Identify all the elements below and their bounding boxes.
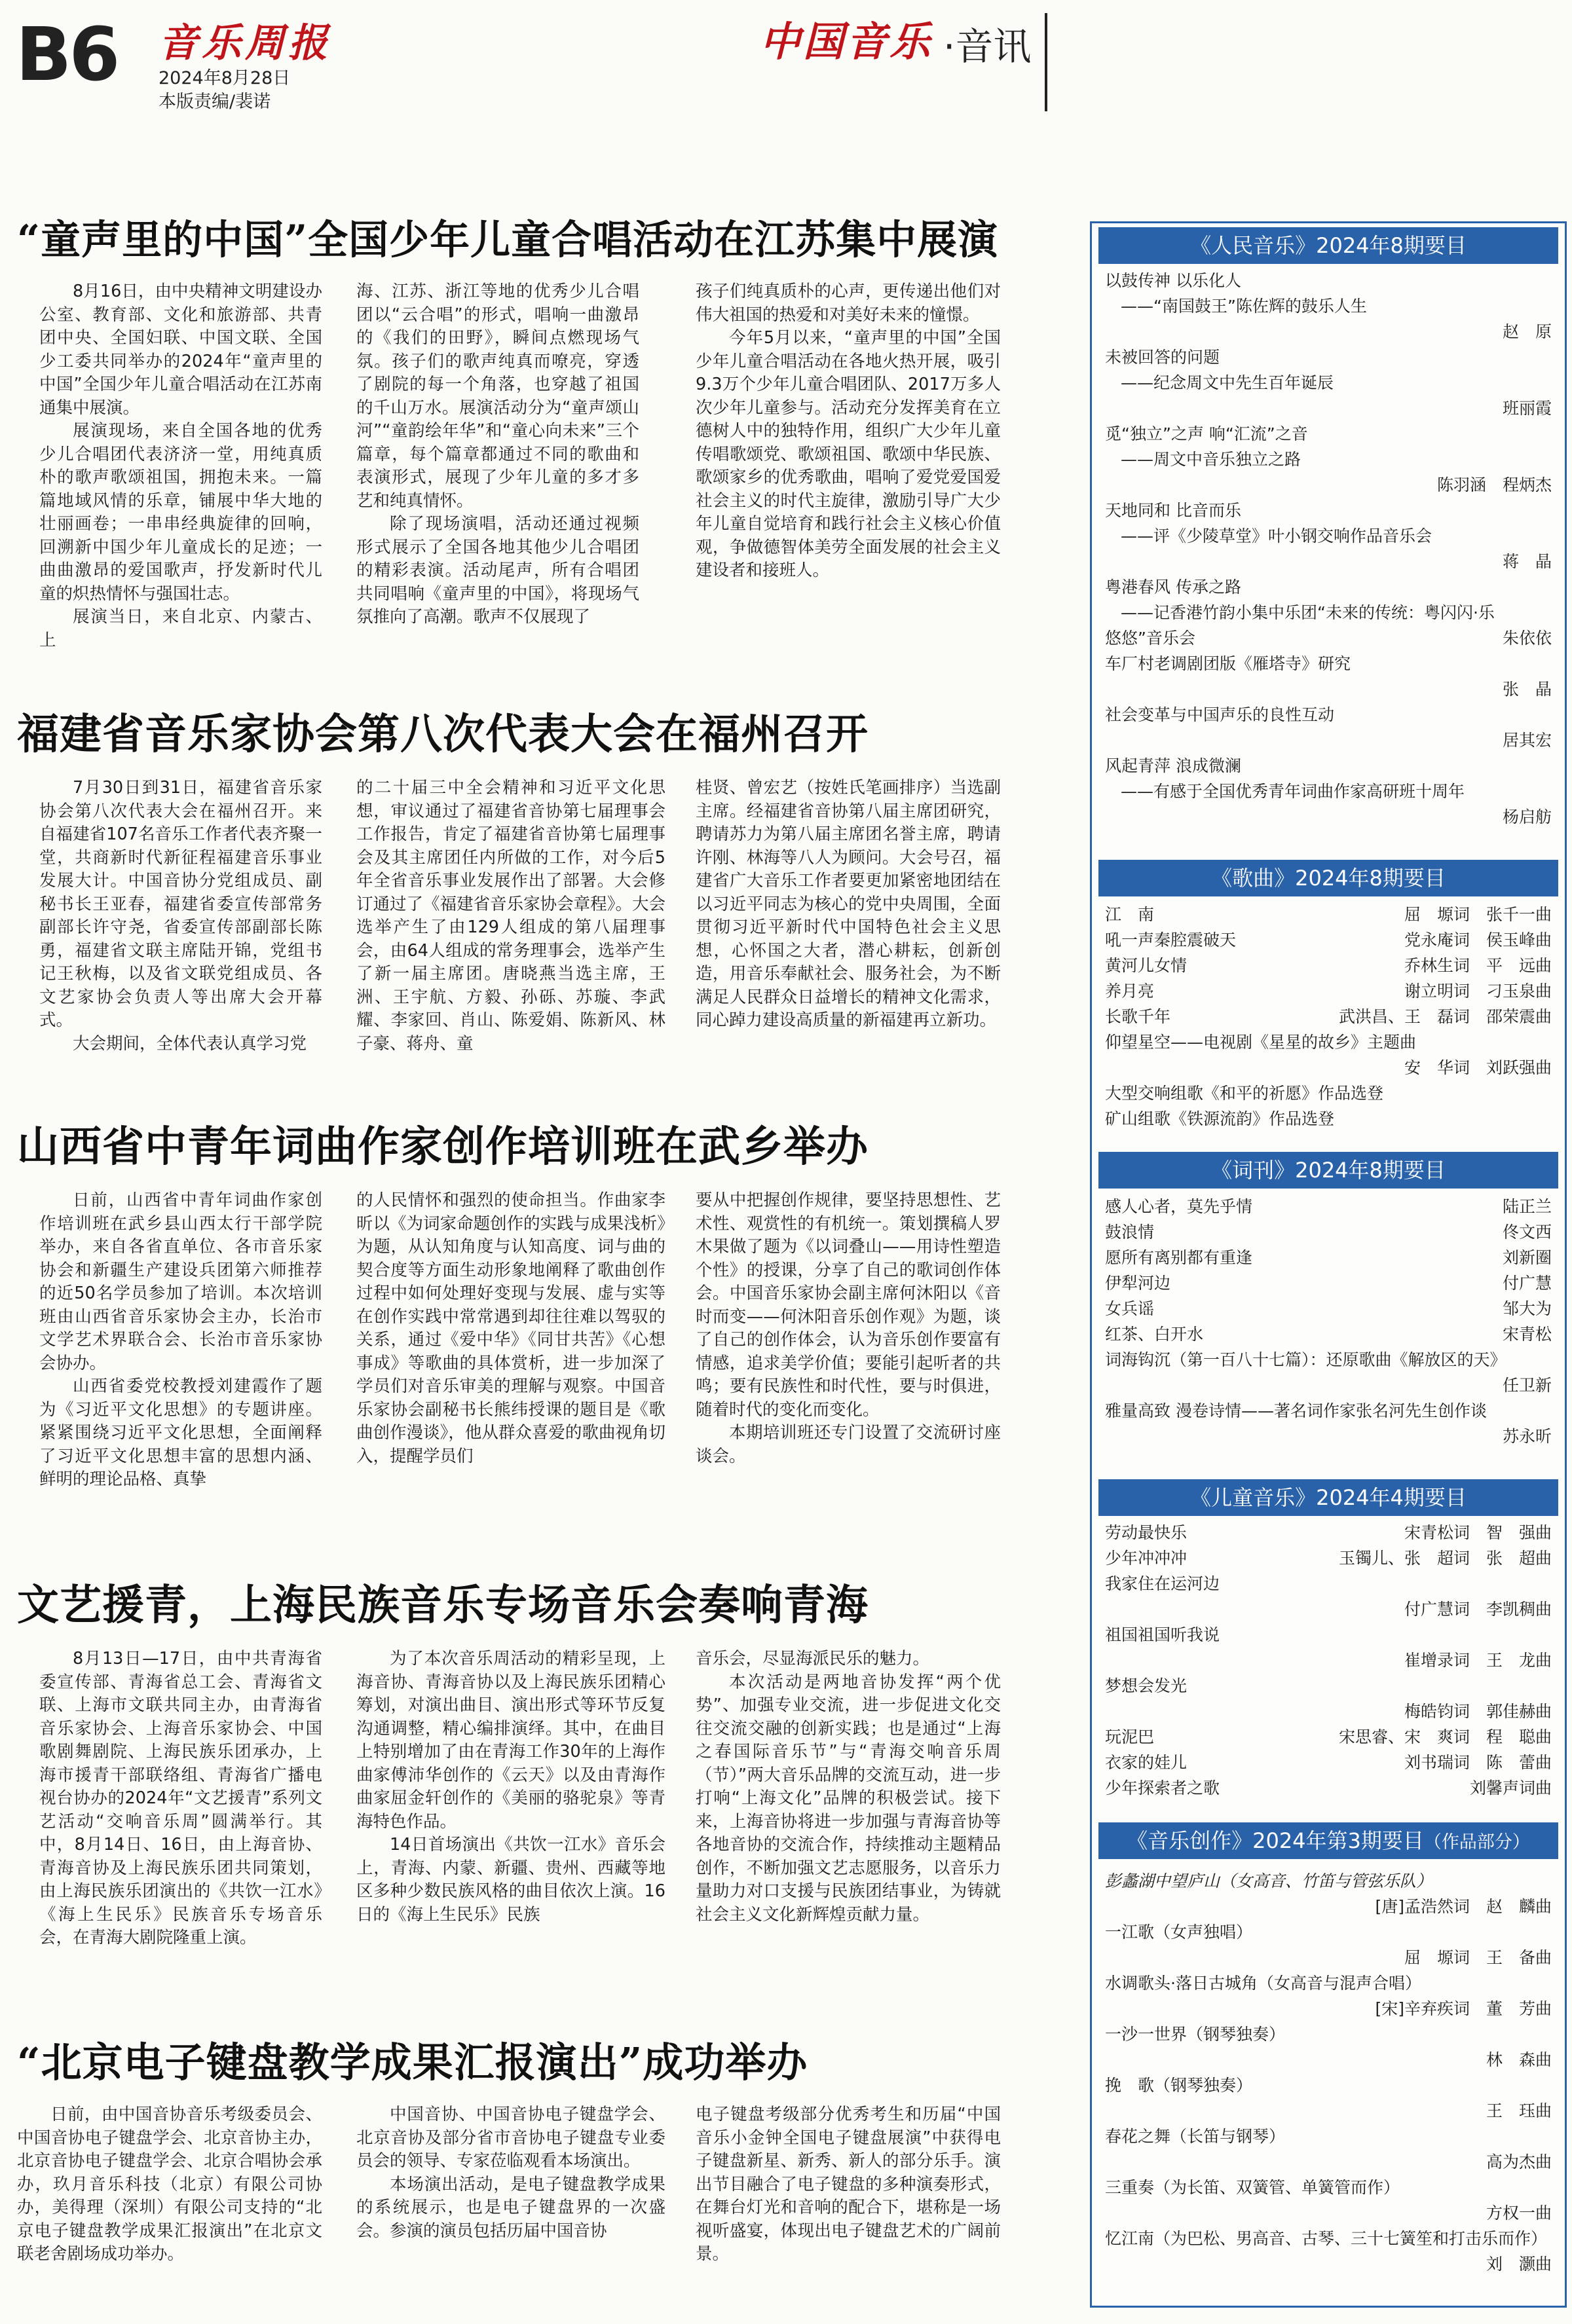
contents-entry <box>1105 676 1552 702</box>
entry-title: 矿山组歌《铁源流韵》作品选登 <box>1105 1109 1335 1128</box>
entry-author: 陆正兰 <box>1502 1197 1552 1216</box>
entry-title: 江 南 <box>1105 905 1155 924</box>
entry-title: 三重奏（为长笛、双簧管、单簧管而作） <box>1105 2178 1400 2197</box>
article-column: 8月16日，由中央精神文明建设办公室、教育部、文化和旅游部、共青团中央、全国妇联、中国文联、全国少工委共同举办的2024年“童声里的中国”全国少年儿童合唱活动在江苏南通集中展演。 展演现场，来自全国各地的优秀少儿合唱团代表济济一堂，用纯真质朴的歌声歌颂祖国，拥抱未来。一篇篇地域风情的乐章，铺展中华大地的壮丽画卷；一串串经典旋律的回响，回溯新中国少年儿童成长的足迹；一曲曲激昂的爱国歌声，抒发新时代儿童的炽热情怀与强国壮志。 展演当日，来自北京、内蒙古、上 <box>39 282 322 650</box>
entry-author: 乔林生词 平 远曲 <box>1404 956 1552 975</box>
article-column: 桂贤、曾宏艺（按姓氏笔画排序）当选副主席。经福建省音协第八届主席团研究，聘请苏力为第八届主席团名誉主席，聘请许刚、林海等八人为顾问。大会号召，福建省广大音乐工作者要更加紧密地团结在以习近平同志为核心的党中央周围，全面贯彻习近平新时代中国特色社会主义思想，心怀国之大者，潜心耕耘，创新创造，用音乐奉献社会、服务社会，为不断满足人民群众日益增长的精神文化需求，同心踔力建设高质量的新福建再立新功。 <box>696 778 1001 1030</box>
entry-title: 雅量高致 漫卷诗情——著名词作家张名河先生创作谈 <box>1105 1401 1487 1420</box>
article-column: 日前，由中国音协音乐考级委员会、中国音协电子键盘学会、北京音协主办，北京音协电子键盘学会、北京合唱协会承办，玖月音乐科技（北京）有限公司协办，美得理（深圳）有限公司支持的“北京电子键盘教学成果汇报演出”在北京文联老舍剧场成功举办。 <box>17 2105 322 2264</box>
entry-author: 张 晶 <box>1502 680 1552 699</box>
contents-entry <box>1105 651 1552 676</box>
entry-title: 挽 歌（钢琴独奏） <box>1105 2076 1253 2095</box>
entry-author: 谢立明词 刁玉泉曲 <box>1404 982 1552 1001</box>
contents-entry <box>1105 447 1552 472</box>
contents-list <box>1105 268 1552 830</box>
article-headline: “童声里的中国”全国少年儿童合唱活动在江苏集中展演 <box>17 217 999 263</box>
entry-title: 词海钩沉（第一百八十七篇）：还原歌曲《解放区的天》 <box>1105 1350 1506 1369</box>
contents-entry <box>1105 472 1552 498</box>
entry-title: 仰望星空——电视剧《星星的故乡》主题曲 <box>1105 1033 1417 1052</box>
contents-entry <box>1105 2175 1552 2200</box>
contents-entry <box>1105 396 1552 421</box>
contents-entry <box>1105 927 1552 953</box>
contents-entry <box>1105 1996 1552 2021</box>
entry-title: 水调歌头·落日古城角（女高音与混声合唱） <box>1105 1974 1421 1993</box>
entry-title: ——有感于全国优秀青年词曲作家高研班十周年 <box>1121 782 1465 801</box>
section-title-text: 《人民音乐》2024年8期要目 <box>1190 233 1467 258</box>
entry-title: 祖国祖国听我说 <box>1105 1625 1220 1644</box>
entry-title: 衣家的娃儿 <box>1105 1753 1188 1772</box>
contents-entry <box>1105 2073 1552 2098</box>
contents-entry <box>1105 1106 1552 1132</box>
article-column: 中国音协、中国音协电子键盘学会、北京音协及部分省市音协电子键盘专业委员会的领导、专家莅临观看本场演出。 本场演出活动，是电子键盘教学成果的系统展示，也是电子键盘界的一次盛会。参演的演员包括历届中国音协 <box>356 2105 665 2241</box>
contents-entry <box>1105 1699 1552 1724</box>
contents-entry <box>1105 1622 1552 1648</box>
contents-entry <box>1105 523 1552 549</box>
section-title-text: 《音乐创作》2024年第3期要目 <box>1127 1828 1424 1853</box>
article-headline: 福建省音乐家协会第八次代表大会在福州召开 <box>17 710 869 759</box>
article-column: 7月30日到31日，福建省音乐家协会第八次代表大会在福州召开。来自福建省107名音乐工作者代表齐聚一堂，共商新时代新征程福建音乐事业发展大计。中国音协分党组成员、副秘书长王亚春，福建省委宣传部常务副部长许守尧，省委宣传部副部长陈勇，福建省文联主席陆开锦，党组书记王秋梅，以及省文联党组成员、各文艺家协会负责人等出席大会开幕式。 大会期间，全体代表认真学习党 <box>39 778 322 1054</box>
article-column: 的人民情怀和强烈的使命担当。作曲家李昕以《为词家命题创作的实践与成果浅析》为题，从认知角度与认知高度、词与曲的契合度等方面生动形象地阐释了歌曲创作过程中如何处理好变现与发展、虚与实等在创作实践中常常遇到却往往难以驾驭的关系，通过《爱中华》《同甘共苦》《心想事成》等歌曲的具体赏析，进一步加深了学员们对音乐审美的理解与观察。中国音乐家协会副秘书长熊纬授课的题目是《歌曲创作漫谈》，他从群众喜爱的歌曲视角切入，提醒学员们 <box>356 1190 665 1466</box>
section-title-text: 《歌曲》2024年8期要目 <box>1211 866 1446 891</box>
contents-entry <box>1105 1245 1552 1270</box>
contents-entry <box>1105 1219 1552 1245</box>
contents-section-title <box>1098 860 1558 896</box>
entry-author: 赵 原 <box>1502 322 1552 341</box>
entry-author: 宋青松词 智 强曲 <box>1404 1523 1552 1542</box>
contents-entry <box>1105 1970 1552 1996</box>
entry-title: 感人心者，莫先乎情 <box>1105 1197 1253 1216</box>
contents-entry <box>1105 268 1552 293</box>
contents-entry <box>1105 574 1552 600</box>
entry-author: 刘书瑞词 陈 蕾曲 <box>1404 1753 1552 1772</box>
entry-author: [唐]孟浩然词 赵 麟曲 <box>1375 1897 1552 1916</box>
contents-entry <box>1105 1868 1552 1894</box>
contents-entry <box>1105 1373 1552 1398</box>
entry-author: 居其宏 <box>1502 731 1552 750</box>
article-column: 的二十届三中全会精神和习近平文化思想，审议通过了福建省音协第七届理事会工作报告，肯定了福建省音协第七届理事会及其主席团任内所做的工作，对今后5年全省音乐事业发展作出了部署。大会修订通过了《福建省音乐家协会章程》。大会选举产生了由129人组成的第八届理事会，由64人组成的常务理事会，选举产生了新一届主席团。唐晓燕当选主席，王洲、王宇航、方毅、孙砾、苏璇、李武耀、李家回、肖山、陈爱娟、陈新风、林子豪、蒋舟、童 <box>356 778 665 1054</box>
article-column: 要从中把握创作规律，要坚持思想性、艺术性、观赏性的有机统一。策划撰稿人罗木果做了题为《以词叠山——用诗性塑造个性》的授课，分享了自己的歌词创作体会。中国音乐家协会副主席何沐阳以《音时而变——何沐阳音乐创作观》为题，谈了自己的创作体会，认为音乐创作要富有情感，追求美学价值；要能引起听者的共鸣；要有民族性和时代性，要与时俱进，随着时代的变化而变化。 本期培训班还专门设置了交流研讨座谈会。 <box>696 1190 1001 1466</box>
entry-title: 黄河儿女情 <box>1105 956 1188 975</box>
entry-author: 屈 塬词 王 备曲 <box>1404 1948 1552 1967</box>
masthead-divider <box>1045 13 1047 111</box>
contents-entry <box>1105 1270 1552 1296</box>
section-logo: 中国音乐 <box>760 18 933 65</box>
entry-author: 任卫新 <box>1502 1376 1552 1395</box>
contents-entry <box>1105 1296 1552 1321</box>
section-title-text: 《词刊》2024年8期要目 <box>1211 1158 1446 1183</box>
contents-entry <box>1105 2251 1552 2277</box>
article-column: 音乐会，尽显海派民乐的魅力。 本次活动是两地音协发挥“两个优势”、加强专业交流，进一步促进文化交往交流交融的创新实践；也是通过“上海之春国际音乐节”与“青海交响音乐周（节）”两大音乐品牌的交流互动，进一步打响“上海文化”品牌的积极尝试。接下来，上海音协将进一步加强与青海音协等各地音协的交流合作，持续推动主题精品创作，不断加强文艺志愿服务，以音乐力量助力对口支援与民族团结事业，为铸就社会主义文化新辉煌贡献力量。 <box>696 1649 1001 1925</box>
entry-title: 觅“独立”之声 响“汇流”之音 <box>1105 424 1308 443</box>
entry-author: 朱依依 <box>1502 629 1552 648</box>
contents-entry <box>1105 1029 1552 1055</box>
entry-title: 车厂村老调剧团版《雁塔寺》研究 <box>1105 654 1351 673</box>
contents-entry <box>1105 779 1552 804</box>
contents-entry <box>1105 549 1552 574</box>
contents-entry <box>1105 2226 1552 2251</box>
contents-entry <box>1105 728 1552 753</box>
section-name: ·音讯 <box>943 24 1032 69</box>
article-column: 海、江苏、浙江等地的优秀少儿合唱团以“云合唱”的形式，唱响一曲激昂的《我们的田野》，瞬间点燃现场气氛。孩子们的歌声纯真而嘹亮，穿透了剧院的每一个角落，也穿越了祖国的千山万水。展演活动分为“童声颂山河”“童韵绘年华”和“童心向未来”三个篇章，每个篇章都通过不同的歌曲和表演形式，展现了少年儿童的多才多艺和纯真情怀。 除了现场演唱，活动还通过视频形式展示了全国各地其他少儿合唱团的精彩表演。活动尾声，所有合唱团共同唱响《童声里的中国》，将现场气氛推向了高潮。歌声不仅展现了 <box>356 282 639 627</box>
contents-entry <box>1105 753 1552 779</box>
entry-author: 方权一曲 <box>1486 2204 1552 2223</box>
contents-section-title <box>1098 227 1558 264</box>
contents-entry <box>1105 1194 1552 1219</box>
section-title-note: （作品部分） <box>1423 1832 1530 1853</box>
entry-author: 王 珏曲 <box>1486 2101 1552 2120</box>
contents-list <box>1105 1868 1552 2277</box>
contents-entry <box>1105 1750 1552 1775</box>
entry-author: 玉镯儿、张 超词 张 超曲 <box>1338 1549 1552 1568</box>
page-number: B6 <box>16 12 118 98</box>
entry-title: ——记香港竹韵小集中乐团“未来的传统：粤闪闪·乐 <box>1121 603 1495 622</box>
entry-author: 宋青松 <box>1502 1325 1552 1344</box>
contents-entry <box>1105 2021 1552 2047</box>
entry-author: 付广慧词 李凯稠曲 <box>1404 1600 1552 1619</box>
issue-date: 2024年8月28日 <box>159 68 291 88</box>
entry-author: 高为杰曲 <box>1486 2152 1552 2171</box>
contents-entry <box>1105 902 1552 927</box>
entry-author: 杨启舫 <box>1502 807 1552 826</box>
contents-entry <box>1105 319 1552 344</box>
contents-entry <box>1105 804 1552 830</box>
contents-section-title <box>1098 1822 1558 1859</box>
article-column: 为了本次音乐周活动的精彩呈现，上海音协、青海音协以及上海民族乐团精心筹划，对演出曲目、演出形式等环节反复沟通调整，精心编排演绎。其中，在曲目上特别增加了由在青海工作30年的上海作曲家傅沛华创作的《云天》以及由青海作曲家屈金轩创作的《美丽的骆驼泉》等青海特色作品。 14日首场演出《共饮一江水》音乐会上，青海、内蒙、新疆、贵州、西藏等地区多种少数民族风格的曲目依次上演。16日的《海上生民乐》民族 <box>356 1649 665 1925</box>
entry-title: 以鼓传神 以乐化人 <box>1105 271 1241 290</box>
entry-title: 粤港春风 传承之路 <box>1105 578 1241 597</box>
contents-section-title <box>1098 1152 1558 1189</box>
entry-title: 梦想会发光 <box>1105 1676 1188 1695</box>
contents-entry <box>1105 1545 1552 1571</box>
entry-author: 崔增录词 王 龙曲 <box>1404 1651 1552 1670</box>
contents-entry <box>1105 370 1552 396</box>
entry-author: 邹大为 <box>1502 1299 1552 1318</box>
entry-author: [宋]辛弃疾词 董 芳曲 <box>1375 1999 1552 2018</box>
entry-title: 忆江南（为巴松、男高音、古琴、三十七簧笙和打击乐而作） <box>1105 2229 1548 2248</box>
contents-list <box>1105 1194 1552 1449</box>
contents-entry <box>1105 498 1552 523</box>
section-title-text: 《儿童音乐》2024年4期要目 <box>1190 1485 1467 1510</box>
entry-author: 苏永昕 <box>1502 1427 1552 1446</box>
article-headline: “北京电子键盘教学成果汇报演出”成功举办 <box>17 2038 808 2086</box>
entry-title: 少年冲冲冲 <box>1105 1549 1188 1568</box>
entry-title: 鼓浪情 <box>1105 1223 1155 1242</box>
entry-title: ——纪念周文中先生百年诞辰 <box>1121 373 1334 392</box>
entry-title: 伊犁河边 <box>1105 1274 1171 1293</box>
contents-entry <box>1105 293 1552 319</box>
entry-title: 悠悠”音乐会 <box>1105 629 1195 648</box>
article-column: 8月13日—17日，由中共青海省委宣传部、青海省总工会、青海省文联、上海市文联共同主办，由青海省音乐家协会、上海音乐家协会、中国歌剧舞剧院、上海民族乐团承办，上海市援青干部联络组、青海省广播电视台协办的2024年“文艺援青”系列文艺活动“交响音乐周”圆满举行。其中，8月14日、16日，由上海音协、青海音协及上海民族乐团共同策划，由上海民族乐团演出的《共饮一江水》《海上生民乐》民族音乐专场音乐会，在青海大剧院隆重上演。 <box>39 1649 322 1947</box>
entry-author: 刘馨声词曲 <box>1469 1779 1552 1798</box>
entry-author: 班丽霞 <box>1502 399 1552 418</box>
entry-title: 春花之舞（长笛与钢琴） <box>1105 2127 1286 2146</box>
contents-entry <box>1105 702 1552 728</box>
contents-entry <box>1105 625 1552 651</box>
contents-entry <box>1105 1673 1552 1699</box>
article-headline: 山西省中青年词曲作家创作培训班在武乡举办 <box>17 1122 869 1171</box>
editor-credit: 本版责编/裴诺 <box>159 92 271 112</box>
entry-title: 玩泥巴 <box>1105 1727 1155 1746</box>
contents-entry <box>1105 1055 1552 1080</box>
entry-author: 刘 灏曲 <box>1486 2255 1552 2274</box>
contents-entry <box>1105 1724 1552 1750</box>
entry-author: 党永庵词 侯玉峰曲 <box>1404 931 1552 950</box>
entry-title: 女兵谣 <box>1105 1299 1155 1318</box>
entry-title: 长歌千年 <box>1105 1007 1171 1026</box>
contents-list <box>1105 902 1552 1132</box>
contents-entry <box>1105 2098 1552 2124</box>
entry-title: ——评《少陵草堂》叶小钢交响作品音乐会 <box>1121 526 1432 545</box>
contents-entry <box>1105 1004 1552 1029</box>
entry-author: 梅皓钧词 郭佳赫曲 <box>1404 1702 1552 1721</box>
contents-entry <box>1105 1520 1552 1545</box>
entry-author: 宋思睿、宋 爽词 程 聪曲 <box>1338 1727 1552 1746</box>
entry-author: 林 森曲 <box>1486 2050 1552 2069</box>
contents-entry <box>1105 1571 1552 1596</box>
newspaper-logo: 音乐周报 <box>159 20 331 66</box>
contents-entry <box>1105 1945 1552 1970</box>
article-headline: 文艺援青，上海民族音乐专场音乐会奏响青海 <box>17 1581 869 1630</box>
entry-author: 安 华词 刘跃强曲 <box>1404 1058 1552 1077</box>
entry-title: 愿所有离别都有重逢 <box>1105 1248 1253 1267</box>
entry-author: 屈 塬词 张千一曲 <box>1404 905 1552 924</box>
contents-entry <box>1105 1648 1552 1673</box>
contents-entry <box>1105 1775 1552 1801</box>
entry-title: ——“南国鼓王”陈佐辉的鼓乐人生 <box>1121 297 1367 316</box>
contents-entry <box>1105 1321 1552 1347</box>
contents-entry <box>1105 1347 1552 1373</box>
contents-entry <box>1105 600 1552 625</box>
contents-entry <box>1105 2124 1552 2149</box>
contents-entry <box>1105 1919 1552 1945</box>
article-column: 电子键盘考级部分优秀考生和历届“中国音乐小金钟全国电子键盘展演”中获得电子键盘新星、新秀、新人的部分乐手。演出节目融合了电子键盘的多种演奏形式，在舞台灯光和音响的配合下，堪称是一场视听盛宴，体现出电子键盘艺术的广阔前景。 <box>696 2105 1001 2264</box>
issue-info <box>159 67 290 114</box>
article-column: 孩子们纯真质朴的心声，更传递出他们对伟大祖国的热爱和对美好未来的憧憬。 今年5月以来，“童声里的中国”全国少年儿童合唱活动在各地火热开展，吸引9.3万个少年儿童合唱团队、2017万多人次少年儿童参与。活动充分发挥美育在立德树人中的独特作用，组织广大少年儿童传唱歌颂党、歌颂祖国、歌颂中华民族、歌颂家乡的优秀歌曲，唱响了爱党爱国爱社会主义的时代主旋律，激励引导广大少年儿童自觉培育和践行社会主义核心价值观，争做德智体美劳全面发展的社会主义建设者和接班人。 <box>696 282 1001 580</box>
entry-title: 大型交响组歌《和平的祈愿》作品选登 <box>1105 1084 1384 1103</box>
contents-entry <box>1105 978 1552 1004</box>
entry-title: 社会变革与中国声乐的良性互动 <box>1105 705 1335 724</box>
entry-author: 陈羽涵 程炳杰 <box>1436 475 1552 494</box>
contents-section-title <box>1098 1479 1558 1516</box>
entry-title: 劳动最快乐 <box>1105 1523 1188 1542</box>
entry-title: 养月亮 <box>1105 982 1155 1001</box>
contents-list <box>1105 1520 1552 1801</box>
entry-title: 一沙一世界（钢琴独奏） <box>1105 2025 1286 2044</box>
contents-entry <box>1105 421 1552 447</box>
entry-title: 我家住在运河边 <box>1105 1574 1220 1593</box>
entry-title: 彭蠡湖中望庐山（女高音、竹笛与管弦乐队） <box>1105 1872 1433 1891</box>
entry-title: 少年探索者之歌 <box>1105 1779 1220 1798</box>
entry-title: 风起青萍 浪成微澜 <box>1105 756 1241 775</box>
contents-entry <box>1105 2047 1552 2073</box>
contents-entry <box>1105 2149 1552 2175</box>
entry-author: 付广慧 <box>1502 1274 1552 1293</box>
entry-title: ——周文中音乐独立之路 <box>1121 450 1301 469</box>
entry-title: 红茶、白开水 <box>1105 1325 1204 1344</box>
contents-entry <box>1105 1596 1552 1622</box>
contents-entry <box>1105 1894 1552 1919</box>
contents-entry <box>1105 344 1552 370</box>
entry-author: 佟文西 <box>1502 1223 1552 1242</box>
journal-contents-sidebar <box>1090 221 1567 2308</box>
entry-title: 吼一声秦腔震破天 <box>1105 931 1237 950</box>
entry-author: 蒋 晶 <box>1502 552 1552 571</box>
article-column: 日前，山西省中青年词曲作家创作培训班在武乡县山西太行干部学院举办，来自各省直单位、各市音乐家协会和新疆生产建设兵团第六师推荐的近50名学员参加了培训。本次培训班由山西省音乐家协会主办，长治市文学艺术界联合会、长治市音乐家协会协办。 山西省委党校教授刘建霞作了题为《习近平文化思想》的专题讲座。紧紧围绕习近平文化思想，全面阐释了习近平文化思想丰富的思想内涵、鲜明的理论品格、真挚 <box>39 1190 322 1489</box>
entry-author: 刘新圈 <box>1502 1248 1552 1267</box>
entry-title: 未被回答的问题 <box>1105 348 1220 367</box>
contents-entry <box>1105 953 1552 978</box>
entry-title: 一江歌（女声独唱） <box>1105 1923 1253 1942</box>
contents-entry <box>1105 1080 1552 1106</box>
contents-entry <box>1105 2200 1552 2226</box>
contents-entry <box>1105 1424 1552 1449</box>
entry-title: 天地同和 比音而乐 <box>1105 501 1241 520</box>
contents-entry <box>1105 1398 1552 1424</box>
entry-author: 武洪昌、王 磊词 邵荣震曲 <box>1338 1007 1552 1026</box>
